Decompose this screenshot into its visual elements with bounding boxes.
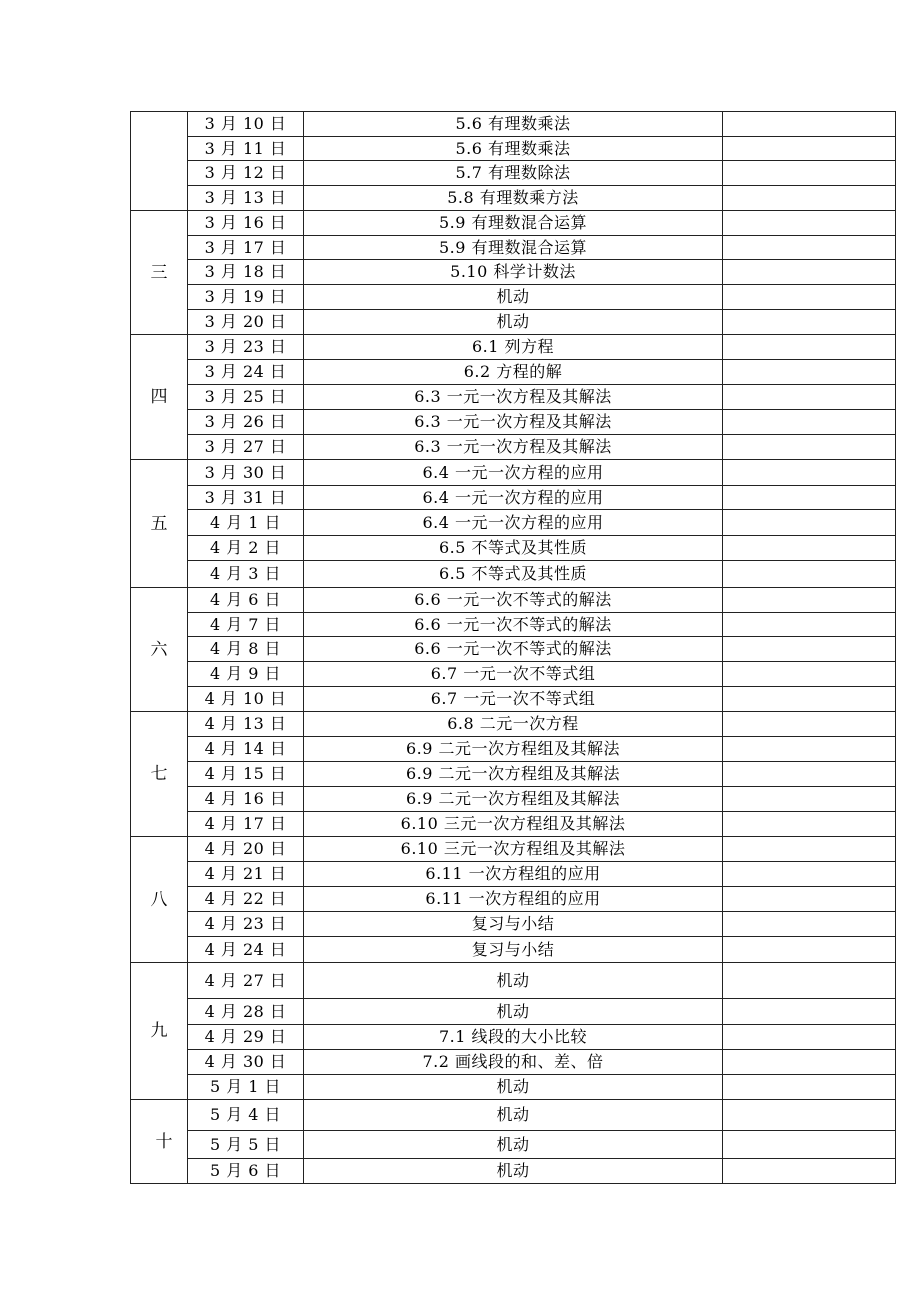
table-row: [131, 762, 896, 787]
topic-cell: 机动: [304, 963, 723, 999]
table-row: [131, 360, 896, 385]
note-cell: [723, 410, 896, 435]
schedule-table: [130, 111, 895, 1181]
date-cell: 3 月 20 日: [188, 310, 304, 335]
topic-cell: 6.9 二元一次方程组及其解法: [304, 762, 723, 787]
note-cell: [723, 211, 896, 236]
schedule-body: [131, 112, 896, 1184]
table-row: [131, 260, 896, 285]
date-cell: 4 月 21 日: [188, 862, 304, 887]
week-label: [131, 112, 188, 211]
table-row: [131, 385, 896, 410]
table-row: [131, 812, 896, 837]
topic-cell: 7.1 线段的大小比较: [304, 1025, 723, 1050]
date-cell: 4 月 20 日: [188, 837, 304, 862]
date-cell: 4 月 14 日: [188, 737, 304, 762]
note-cell: [723, 510, 896, 536]
date-cell: 3 月 23 日: [188, 335, 304, 360]
table-row: [131, 561, 896, 588]
date-cell: 4 月 28 日: [188, 999, 304, 1025]
table-row: [131, 963, 896, 999]
table-row: [131, 1025, 896, 1050]
note-cell: [723, 588, 896, 613]
note-cell: [723, 787, 896, 812]
topic-cell: 6.2 方程的解: [304, 360, 723, 385]
date-cell: 4 月 9 日: [188, 662, 304, 687]
note-cell: [723, 1075, 896, 1100]
date-cell: 3 月 25 日: [188, 385, 304, 410]
date-cell: 3 月 13 日: [188, 186, 304, 211]
week-label: 九: [131, 963, 188, 1100]
date-cell: 3 月 18 日: [188, 260, 304, 285]
week-label: 四: [131, 335, 188, 460]
table-row: [131, 837, 896, 862]
table-row: [131, 613, 896, 637]
topic-cell: 6.5 不等式及其性质: [304, 536, 723, 561]
table-row: [131, 536, 896, 561]
table-row: [131, 486, 896, 510]
topic-cell: 6.1 列方程: [304, 335, 723, 360]
date-cell: 3 月 19 日: [188, 285, 304, 310]
table-row: [131, 588, 896, 613]
date-cell: 4 月 23 日: [188, 912, 304, 937]
date-cell: 4 月 8 日: [188, 637, 304, 662]
note-cell: [723, 310, 896, 335]
date-cell: 5 月 5 日: [188, 1131, 304, 1159]
note-cell: [723, 536, 896, 561]
topic-cell: 机动: [304, 999, 723, 1025]
note-cell: [723, 112, 896, 137]
table-row: [131, 211, 896, 236]
topic-cell: 复习与小结: [304, 937, 723, 963]
topic-cell: 6.7 一元一次不等式组: [304, 687, 723, 712]
note-cell: [723, 1131, 896, 1159]
week-label: 三: [131, 211, 188, 335]
table-row: [131, 1159, 896, 1184]
table-row: [131, 236, 896, 260]
table-row: [131, 1050, 896, 1075]
topic-cell: 6.3 一元一次方程及其解法: [304, 385, 723, 410]
topic-cell: 5.10 科学计数法: [304, 260, 723, 285]
note-cell: [723, 762, 896, 787]
table-row: [131, 186, 896, 211]
table-row: [131, 335, 896, 360]
topic-cell: 6.6 一元一次不等式的解法: [304, 613, 723, 637]
topic-cell: 5.6 有理数乘法: [304, 112, 723, 137]
table-row: [131, 937, 896, 963]
note-cell: [723, 687, 896, 712]
table-row: [131, 285, 896, 310]
date-cell: 3 月 24 日: [188, 360, 304, 385]
note-cell: [723, 285, 896, 310]
topic-cell: 机动: [304, 1159, 723, 1184]
date-cell: 3 月 30 日: [188, 460, 304, 486]
date-cell: 4 月 29 日: [188, 1025, 304, 1050]
table-row: [131, 637, 896, 662]
week-label: 十: [131, 1100, 188, 1184]
topic-cell: 5.9 有理数混合运算: [304, 236, 723, 260]
note-cell: [723, 186, 896, 211]
note-cell: [723, 460, 896, 486]
note-cell: [723, 887, 896, 912]
topic-cell: 6.10 三元一次方程组及其解法: [304, 812, 723, 837]
date-cell: 4 月 27 日: [188, 963, 304, 999]
week-label: 七: [131, 712, 188, 837]
date-cell: 4 月 10 日: [188, 687, 304, 712]
week-label: 六: [131, 588, 188, 712]
topic-cell: 6.4 一元一次方程的应用: [304, 510, 723, 536]
note-cell: [723, 1100, 896, 1131]
date-cell: 3 月 12 日: [188, 161, 304, 186]
note-cell: [723, 385, 896, 410]
note-cell: [723, 837, 896, 862]
table-row: [131, 410, 896, 435]
table-row: [131, 1075, 896, 1100]
note-cell: [723, 862, 896, 887]
date-cell: 4 月 3 日: [188, 561, 304, 588]
note-cell: [723, 912, 896, 937]
table-row: [131, 112, 896, 137]
table-row: [131, 137, 896, 161]
topic-cell: 6.5 不等式及其性质: [304, 561, 723, 588]
note-cell: [723, 937, 896, 963]
week-label: 五: [131, 460, 188, 588]
date-cell: 4 月 2 日: [188, 536, 304, 561]
table-row: [131, 862, 896, 887]
note-cell: [723, 637, 896, 662]
date-cell: 5 月 1 日: [188, 1075, 304, 1100]
topic-cell: 6.4 一元一次方程的应用: [304, 460, 723, 486]
note-cell: [723, 1159, 896, 1184]
date-cell: 4 月 15 日: [188, 762, 304, 787]
note-cell: [723, 737, 896, 762]
date-cell: 4 月 24 日: [188, 937, 304, 963]
note-cell: [723, 137, 896, 161]
topic-cell: 5.9 有理数混合运算: [304, 211, 723, 236]
table-row: [131, 999, 896, 1025]
note-cell: [723, 999, 896, 1025]
topic-cell: 6.6 一元一次不等式的解法: [304, 588, 723, 613]
table-row: [131, 662, 896, 687]
note-cell: [723, 360, 896, 385]
topic-cell: 机动: [304, 310, 723, 335]
topic-cell: 机动: [304, 1100, 723, 1131]
note-cell: [723, 435, 896, 460]
topic-cell: 6.4 一元一次方程的应用: [304, 486, 723, 510]
date-cell: 3 月 16 日: [188, 211, 304, 236]
date-cell: 4 月 1 日: [188, 510, 304, 536]
date-cell: 3 月 26 日: [188, 410, 304, 435]
date-cell: 3 月 31 日: [188, 486, 304, 510]
note-cell: [723, 613, 896, 637]
table-row: [131, 887, 896, 912]
topic-cell: 6.3 一元一次方程及其解法: [304, 435, 723, 460]
topic-cell: 复习与小结: [304, 912, 723, 937]
date-cell: 4 月 17 日: [188, 812, 304, 837]
date-cell: 3 月 10 日: [188, 112, 304, 137]
topic-cell: 机动: [304, 285, 723, 310]
table-row: [131, 712, 896, 737]
note-cell: [723, 662, 896, 687]
table-row: [131, 912, 896, 937]
topic-cell: 7.2 画线段的和、差、倍: [304, 1050, 723, 1075]
table-row: [131, 460, 896, 486]
note-cell: [723, 260, 896, 285]
date-cell: 5 月 6 日: [188, 1159, 304, 1184]
topic-cell: 6.3 一元一次方程及其解法: [304, 410, 723, 435]
date-cell: 5 月 4 日: [188, 1100, 304, 1131]
table-row: [131, 737, 896, 762]
table-row: [131, 1131, 896, 1159]
table-row: [131, 435, 896, 460]
topic-cell: 5.8 有理数乘方法: [304, 186, 723, 211]
date-cell: 4 月 22 日: [188, 887, 304, 912]
date-cell: 4 月 7 日: [188, 613, 304, 637]
table-row: [131, 510, 896, 536]
date-cell: 3 月 17 日: [188, 236, 304, 260]
topic-cell: 6.8 二元一次方程: [304, 712, 723, 737]
topic-cell: 5.6 有理数乘法: [304, 137, 723, 161]
topic-cell: 6.6 一元一次不等式的解法: [304, 637, 723, 662]
table-row: [131, 1100, 896, 1131]
date-cell: 4 月 30 日: [188, 1050, 304, 1075]
date-cell: 4 月 16 日: [188, 787, 304, 812]
note-cell: [723, 561, 896, 588]
date-cell: 3 月 27 日: [188, 435, 304, 460]
table-row: [131, 161, 896, 186]
note-cell: [723, 236, 896, 260]
date-cell: 4 月 13 日: [188, 712, 304, 737]
note-cell: [723, 1025, 896, 1050]
topic-cell: 6.9 二元一次方程组及其解法: [304, 787, 723, 812]
note-cell: [723, 161, 896, 186]
topic-cell: 6.10 三元一次方程组及其解法: [304, 837, 723, 862]
topic-cell: 机动: [304, 1131, 723, 1159]
date-cell: 4 月 6 日: [188, 588, 304, 613]
note-cell: [723, 486, 896, 510]
topic-cell: 6.7 一元一次不等式组: [304, 662, 723, 687]
date-cell: 3 月 11 日: [188, 137, 304, 161]
topic-cell: 5.7 有理数除法: [304, 161, 723, 186]
topic-cell: 6.11 一次方程组的应用: [304, 862, 723, 887]
topic-cell: 6.9 二元一次方程组及其解法: [304, 737, 723, 762]
note-cell: [723, 812, 896, 837]
note-cell: [723, 712, 896, 737]
note-cell: [723, 335, 896, 360]
note-cell: [723, 1050, 896, 1075]
table-row: [131, 687, 896, 712]
week-label: 八: [131, 837, 188, 963]
table-row: [131, 787, 896, 812]
topic-cell: 机动: [304, 1075, 723, 1100]
topic-cell: 6.11 一次方程组的应用: [304, 887, 723, 912]
table-row: [131, 310, 896, 335]
note-cell: [723, 963, 896, 999]
schedule-grid: [130, 111, 896, 1184]
